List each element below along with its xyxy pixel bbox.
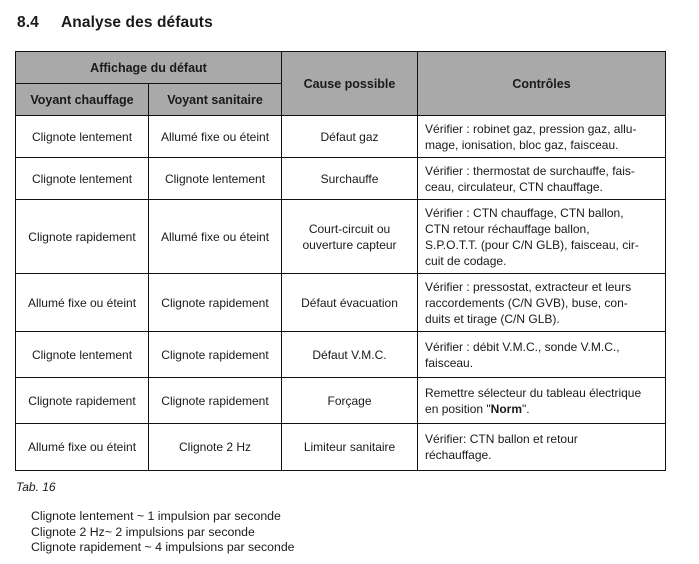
cell-voyant-sanitaire: Allumé fixe ou éteint [149,200,282,274]
cell-voyant-sanitaire: Clignote lentement [149,158,282,200]
table-row [16,200,666,274]
controles-line: Vérifier : pressostat, extracteur et leurs [425,279,632,294]
controles-line: Vérifier : robinet gaz, pression gaz, allu- [425,121,637,136]
controles-line [425,401,661,417]
cell-voyant-chauffage: Clignote lentement [16,158,149,200]
cell-cause: Défaut V.M.C. [282,332,418,378]
section-title: Analyse des défauts [61,14,213,31]
cell-voyant-chauffage: Clignote rapidement [16,378,149,424]
position-norm-label: Norm [490,401,522,416]
header-voyant-sanitaire: Voyant sanitaire [149,84,282,116]
header-controles: Contrôles [418,52,666,116]
table-row [16,424,666,471]
table-row [16,274,666,332]
cell-voyant-sanitaire: Clignote rapidement [149,332,282,378]
controles-line: Remettre sélecteur du tableau électrique [425,385,642,400]
table-row [16,116,666,158]
header-cause-possible: Cause possible [282,52,418,116]
cell-voyant-chauffage: Clignote rapidement [16,200,149,274]
controles-line: réchauffage. [425,448,492,462]
cell-controles [418,158,666,200]
cell-controles [418,116,666,158]
cell-controles [418,200,666,274]
controles-line: Vérifier : CTN chauffage, CTN ballon, [425,205,624,220]
controles-line: Vérifier : débit V.M.C., sonde V.M.C., [425,339,620,354]
controles-line: faisceau. [425,355,474,370]
table-row [16,378,666,424]
cell-voyant-chauffage: Allumé fixe ou éteint [16,274,149,332]
cell-cause: Défaut évacuation [282,274,418,332]
controles-line: duits et tirage (C/N GLB). [425,311,560,326]
cause-line: Court-circuit ou [308,221,391,236]
controles-line: Vérifier : thermostat de surchauffe, fais- [425,163,635,178]
note-line: Clignote lentement ~ 1 impulsion par seconde [31,509,281,523]
header-affichage-defaut: Affichage du défaut [16,52,282,84]
cell-voyant-sanitaire: Clignote rapidement [149,378,282,424]
cell-controles [418,274,666,332]
cell-controles [418,378,666,424]
section-number: 8.4 [17,14,39,31]
controles-text: ". [522,401,530,416]
controles-line: S.P.O.T.T. (pour C/N GLB), faisceau, cir- [425,237,639,252]
table-header-row [16,52,666,84]
table-row [16,332,666,378]
cause-line: ouverture capteur [302,237,397,252]
cell-cause [282,200,418,274]
cell-cause: Surchauffe [282,158,418,200]
cell-controles [418,332,666,378]
cell-voyant-chauffage: Allumé fixe ou éteint [16,424,149,471]
cell-voyant-sanitaire: Clignote rapidement [149,274,282,332]
section-heading [17,14,213,32]
controles-line: mage, ionisation, bloc gaz, faisceau. [425,137,619,152]
header-voyant-chauffage: Voyant chauffage [16,84,149,116]
controles-line: CTN retour réchauffage ballon, [425,221,590,236]
fault-analysis-table [15,51,666,471]
cell-voyant-sanitaire: Clignote 2 Hz [149,424,282,471]
cell-cause: Limiteur sanitaire [282,424,418,471]
controles-line: cuit de codage. [425,253,507,268]
controles-text: en position " [425,401,491,416]
cell-cause: Forçage [282,378,418,424]
cell-cause: Défaut gaz [282,116,418,158]
table-row [16,158,666,200]
note-line: Clignote 2 Hz~ 2 impulsions par seconde [31,524,255,539]
cell-voyant-sanitaire: Allumé fixe ou éteint [149,116,282,158]
cell-voyant-chauffage: Clignote lentement [16,332,149,378]
controles-line: Vérifier: CTN ballon et retour [425,432,578,446]
note-line: Clignote rapidement ~ 4 impulsions par seconde [31,540,295,554]
table-caption: Tab. 16 [16,480,56,494]
controles-line: raccordements (C/N GVB), buse, con- [425,295,628,310]
cell-voyant-chauffage: Clignote lentement [16,116,149,158]
blink-legend-notes [31,509,295,556]
controles-line: ceau, circulateur, CTN chauffage. [425,179,603,194]
cell-controles [418,424,666,471]
